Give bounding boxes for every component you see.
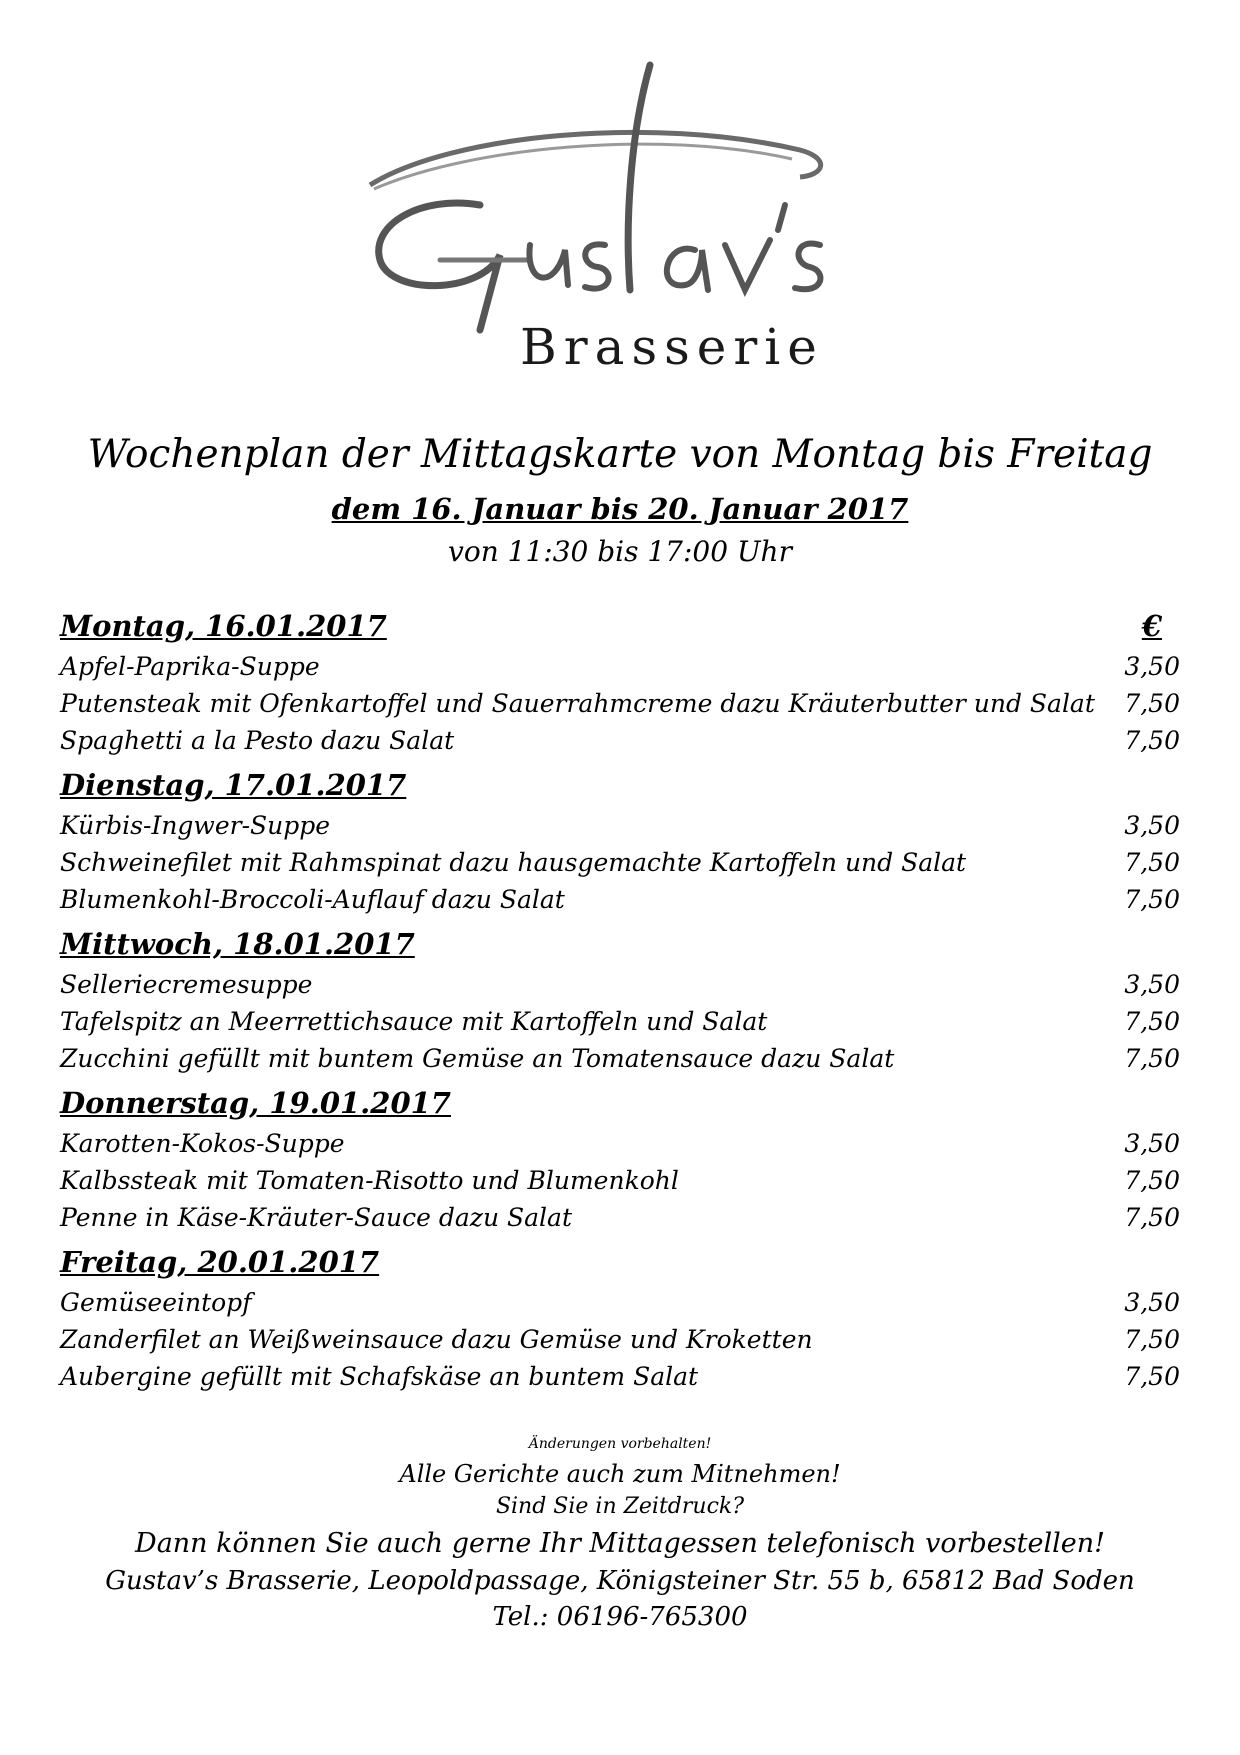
time-pressure-note: Sind Sie in Zeitdruck? xyxy=(495,1494,745,1519)
menu-item xyxy=(60,1162,1180,1199)
dish-price: 7,50 xyxy=(1124,689,1180,718)
menu-item xyxy=(60,881,1180,918)
dish-price: 7,50 xyxy=(1124,1007,1180,1036)
dish-name: Aubergine gefüllt mit Schafskäse an buntem Salat xyxy=(60,1362,699,1391)
menu-item xyxy=(60,844,1180,881)
dish-name: Gemüseeintopf xyxy=(60,1288,252,1317)
dish-price: 7,50 xyxy=(1124,1325,1180,1354)
brand-subtitle: Brasserie xyxy=(520,318,824,376)
menu-item xyxy=(60,1199,1180,1236)
date-range: dem 16. Januar bis 20. Januar 2017 xyxy=(331,492,909,526)
dish-price: 7,50 xyxy=(1124,885,1180,914)
dish-name: Kürbis-Ingwer-Suppe xyxy=(60,811,331,840)
menu-item xyxy=(60,807,1180,844)
menu-item xyxy=(60,1003,1180,1040)
dish-name: Zucchini gefüllt mit buntem Gemüse an Tomatensauce dazu Salat xyxy=(60,1044,895,1073)
day-header xyxy=(60,1240,1180,1284)
dish-name: Apfel-Paprika-Suppe xyxy=(60,652,320,681)
dish-name: Zanderfilet an Weißweinsauce dazu Gemüse und Kroketten xyxy=(60,1325,813,1354)
dish-price: 7,50 xyxy=(1124,726,1180,755)
dish-price: 3,50 xyxy=(1124,652,1180,681)
dish-price: 3,50 xyxy=(1124,1288,1180,1317)
day-title: Mittwoch, 18.01.2017 xyxy=(60,927,415,961)
day-header xyxy=(60,763,1180,807)
menu-item xyxy=(60,648,1180,685)
dish-price: 3,50 xyxy=(1124,811,1180,840)
day-wednesday xyxy=(60,922,1180,1077)
dish-name: Selleriecremesuppe xyxy=(60,970,313,999)
dish-name: Putensteak mit Ofenkartoffel und Sauerrahmcreme dazu Kräuterbutter und Salat xyxy=(60,689,1095,718)
dish-name: Blumenkohl-Broccoli-Auflauf dazu Salat xyxy=(60,885,565,914)
menu-item xyxy=(60,1284,1180,1321)
day-title: Freitag, 20.01.2017 xyxy=(60,1245,380,1279)
day-thursday xyxy=(60,1081,1180,1236)
dish-name: Tafelspitz an Meerrettichsauce mit Kartoffeln und Salat xyxy=(60,1007,768,1036)
day-title: Donnerstag, 19.01.2017 xyxy=(60,1086,451,1120)
dish-name: Karotten-Kokos-Suppe xyxy=(60,1129,345,1158)
day-tuesday xyxy=(60,763,1180,918)
dish-price: 3,50 xyxy=(1124,1129,1180,1158)
preorder-note: Dann können Sie auch gerne Ihr Mittagessen telefonisch vorbestellen! xyxy=(135,1528,1105,1559)
weekly-menu xyxy=(60,604,1180,1399)
day-header xyxy=(60,922,1180,966)
changes-note: Änderungen vorbehalten! xyxy=(528,1436,712,1452)
currency-symbol: € xyxy=(1141,609,1162,643)
day-header xyxy=(60,1081,1180,1125)
dish-price: 3,50 xyxy=(1124,970,1180,999)
page-title: Wochenplan der Mittagskarte von Montag bis Freitag xyxy=(87,432,1153,477)
dish-price: 7,50 xyxy=(1124,1166,1180,1195)
menu-item xyxy=(60,685,1180,722)
dish-name: Penne in Käse-Kräuter-Sauce dazu Salat xyxy=(60,1203,572,1232)
day-friday xyxy=(60,1240,1180,1395)
dish-price: 7,50 xyxy=(1124,1362,1180,1391)
day-title: Montag, 16.01.2017 xyxy=(60,609,387,643)
dish-name: Spaghetti a la Pesto dazu Salat xyxy=(60,726,455,755)
menu-item xyxy=(60,966,1180,1003)
menu-item xyxy=(60,1321,1180,1358)
phone: Tel.: 06196-765300 xyxy=(492,1602,748,1632)
dish-price: 7,50 xyxy=(1124,848,1180,877)
menu-item xyxy=(60,722,1180,759)
day-header xyxy=(60,604,1180,648)
opening-hours: von 11:30 bis 17:00 Uhr xyxy=(448,535,792,568)
day-monday xyxy=(60,604,1180,759)
menu-item xyxy=(60,1125,1180,1162)
menu-item xyxy=(60,1358,1180,1395)
address: Gustav’s Brasserie, Leopoldpassage, Königsteiner Str. 55 b, 65812 Bad Soden xyxy=(105,1566,1135,1596)
menu-item xyxy=(60,1040,1180,1077)
takeaway-note: Alle Gerichte auch zum Mitnehmen! xyxy=(399,1460,841,1488)
dish-price: 7,50 xyxy=(1124,1203,1180,1232)
dish-name: Schweinefilet mit Rahmspinat dazu hausgemachte Kartoffeln und Salat xyxy=(60,848,967,877)
day-title: Dienstag, 17.01.2017 xyxy=(60,768,407,802)
dish-price: 7,50 xyxy=(1124,1044,1180,1073)
dish-name: Kalbssteak mit Tomaten-Risotto und Blumenkohl xyxy=(60,1166,679,1195)
